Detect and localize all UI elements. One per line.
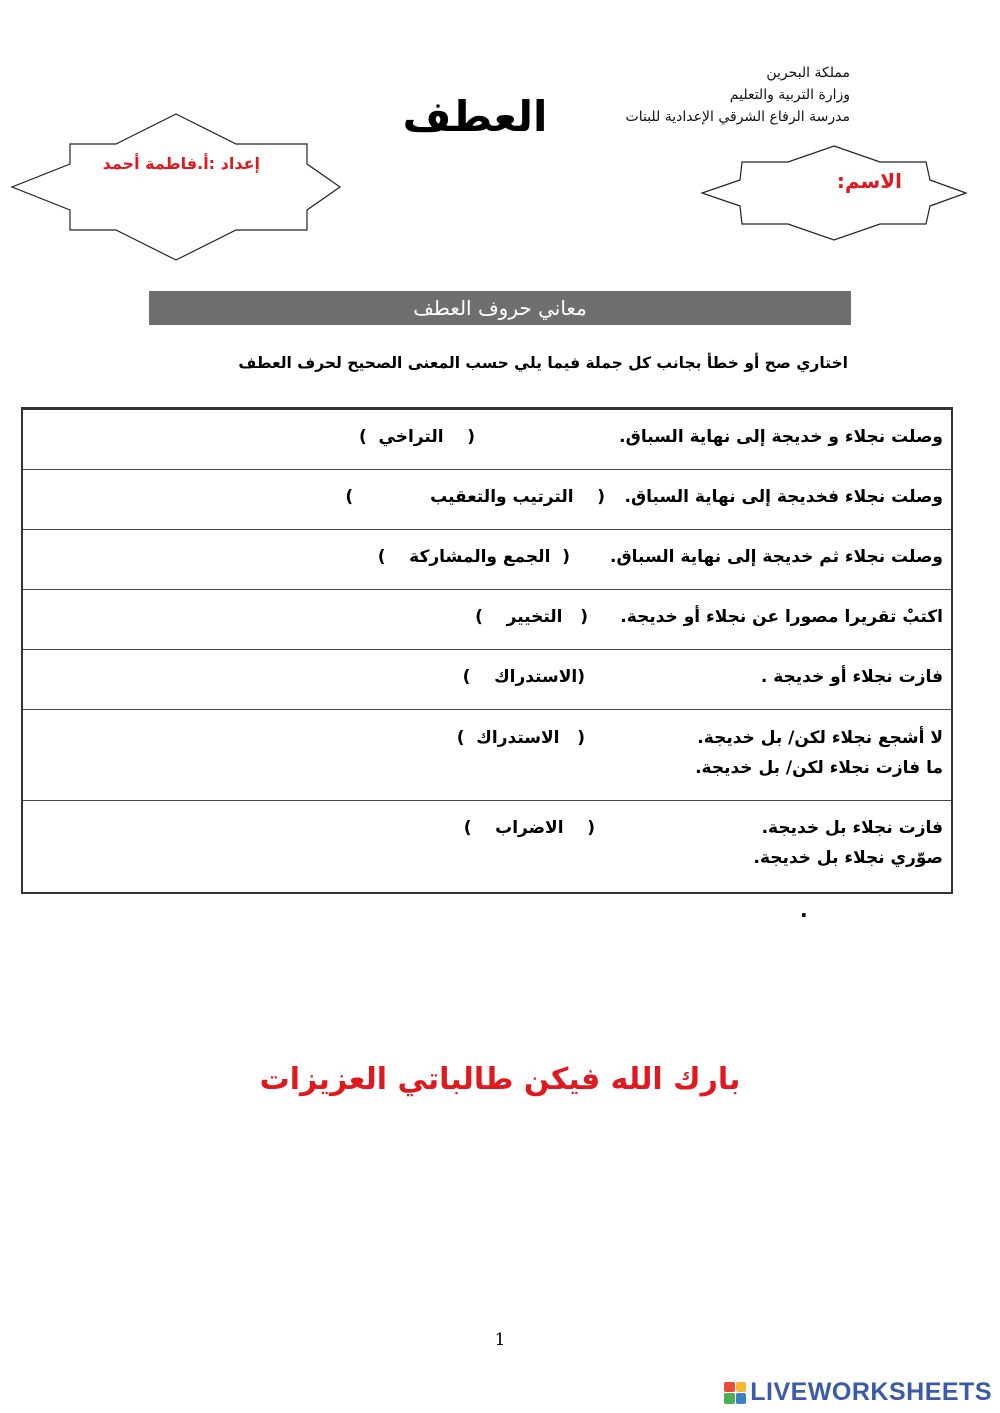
- school-header: [626, 62, 850, 128]
- page-number: 1: [494, 1330, 506, 1350]
- row-meaning[interactable]: ( الجمع والمشاركة ): [377, 547, 570, 567]
- row-sentence-line2: ما فازت نجلاء لكن/ بل خديجة.: [695, 758, 943, 778]
- star-shape-icon: [10, 112, 342, 262]
- table-row: [23, 410, 951, 470]
- closing-blessing: بارك الله فيكن طالباتي العزيزات: [259, 1062, 741, 1097]
- instructions: اختاري صح أو خطأ بجانب كل جملة فيما يلي حسب المعنى الصحيح لحرف العطف: [238, 354, 848, 372]
- ministry-line: وزارة التربية والتعليم: [729, 87, 850, 103]
- table-row: [23, 650, 951, 710]
- author-label: إعداد :أ.فاطمة أحمد: [102, 154, 260, 173]
- row-meaning[interactable]: ( التخيير ): [475, 607, 588, 627]
- trailing-dot: .: [800, 898, 808, 922]
- table-row: [23, 530, 951, 590]
- page-title: العطف: [402, 92, 548, 141]
- liveworksheets-logo-icon: [724, 1382, 746, 1404]
- table-row: [23, 801, 951, 892]
- row-sentence-line2: صوّري نجلاء بل خديجة.: [753, 848, 943, 868]
- author-star-frame: [10, 112, 342, 262]
- name-star-frame: [700, 144, 968, 242]
- country-line: مملكة البحرين: [766, 65, 850, 81]
- star-shape-icon: [700, 144, 968, 242]
- section-banner: معاني حروف العطف: [149, 291, 851, 325]
- liveworksheets-logo: [724, 1378, 992, 1407]
- row-meaning[interactable]: ( الاضراب ): [463, 818, 595, 838]
- row-sentence: وصلت نجلاء ثم خديجة إلى نهاية السباق.: [610, 547, 943, 567]
- school-line: مدرسة الرفاع الشرقي الإعدادية للبنات: [625, 109, 850, 125]
- table-row: [23, 710, 951, 801]
- name-field-label[interactable]: الاسم:: [836, 169, 902, 193]
- liveworksheets-wordmark: LIVEWORKSHEETS: [750, 1378, 992, 1406]
- row-sentence: وصلت نجلاء و خديجة إلى نهاية السباق.: [619, 427, 943, 447]
- table-row: [23, 470, 951, 530]
- row-meaning[interactable]: ( التراخي ): [358, 427, 475, 447]
- row-sentence: اكتبْ تقريرا مصورا عن نجلاء أو خديجة.: [620, 607, 943, 627]
- row-meaning[interactable]: ( الاستدراك ): [456, 728, 585, 748]
- row-sentence: وصلت نجلاء فخديجة إلى نهاية السباق.: [624, 487, 943, 507]
- row-sentence: فازت نجلاء بل خديجة.: [761, 818, 943, 838]
- row-meaning[interactable]: ( الترتيب والتعقيب ): [345, 487, 605, 507]
- table-row: [23, 590, 951, 650]
- exercise-table: [21, 407, 953, 894]
- row-sentence: لا أشجع نجلاء لكن/ بل خديجة.: [697, 728, 943, 748]
- row-meaning[interactable]: (الاستدراك ): [462, 667, 585, 687]
- row-sentence: فازت نجلاء أو خديجة .: [760, 667, 943, 687]
